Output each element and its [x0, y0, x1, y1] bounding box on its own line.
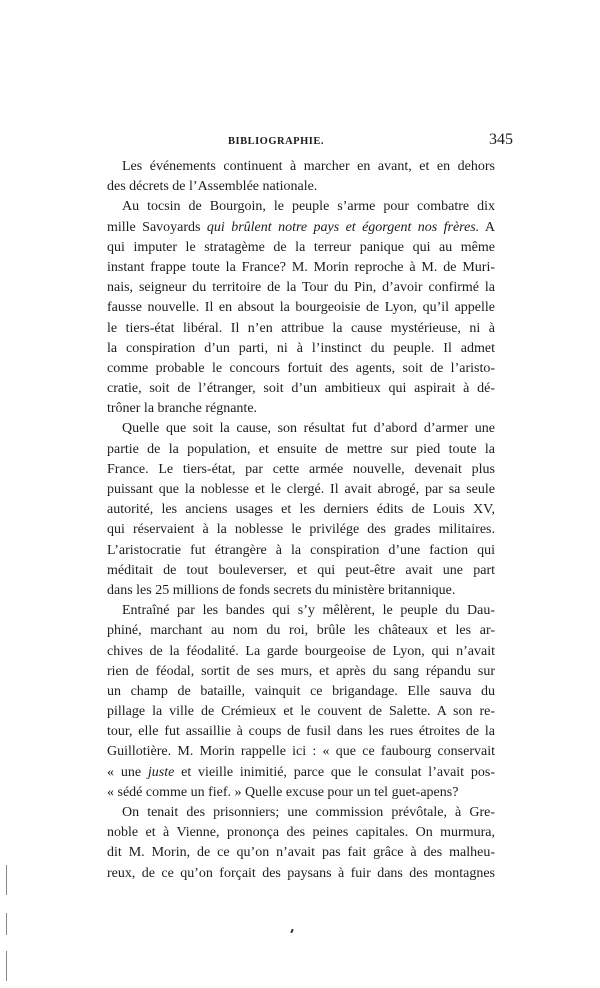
- text-line: fausse nouvelle. Il en absout la bourgeoisie de Lyon, qu’il appelle: [107, 300, 495, 316]
- text-line: la conspiration d’un parti, ni à l’instinct du peuple. Il admet: [107, 340, 495, 356]
- ink-speck: [290, 929, 294, 933]
- text-line: pillage la ville de Crémieux et le couvent de Salette. A son re-: [107, 704, 495, 720]
- text-line: dans les 25 millions de fonds secrets du ministère britannique.: [107, 582, 456, 598]
- text-line: comme probable le concours fortuit des agents, soit de l’aristo-: [107, 360, 495, 376]
- text-line: « sédé comme un fief. » Quelle excuse pour un tel guet-apens?: [107, 784, 459, 800]
- text-run: A: [479, 219, 495, 235]
- text-line: chives de la féodalité. La garde bourgeoise de Lyon, qui n’avait: [107, 643, 495, 659]
- margin-scan-marks: [6, 865, 8, 985]
- text-run: « une: [107, 764, 148, 780]
- text-line: tour, elle fut assaillie à coups de fusil dans les rues étroites de la: [107, 724, 495, 740]
- running-head: BIBLIOGRAPHIE.: [228, 136, 324, 147]
- text-line: phiné, marchant au nom du roi, brûle les châteaux et les ar-: [107, 623, 495, 639]
- text-line: Au tocsin de Bourgoin, le peuple s’arme pour combatre dix: [122, 199, 495, 215]
- text-line: reux, de ce qu’on forçait des paysans à fuir dans des montagnes: [107, 865, 495, 881]
- text-line: qui réservaient à la noblesse le privilége des grades militaires.: [107, 522, 495, 538]
- text-run: et vieille inimitié, parce que le consulat l’avait pos-: [174, 764, 495, 780]
- page-number: 345: [489, 131, 513, 148]
- text-line: France. Le tiers-état, par cette armée nouvelle, devenait plus: [107, 461, 495, 477]
- text-line: qui imputer le stratagème de la terreur panique qui au même: [107, 239, 495, 255]
- text-line: dit M. Morin, de ce qu’on n’avait pas fait grâce à des malheu-: [107, 845, 495, 861]
- italic-run: qui brûlent notre pays et égorgent nos frères.: [206, 219, 480, 235]
- text-line: Guillotière. M. Morin rappelle ici : « que ce faubourg conservait: [107, 744, 495, 760]
- body-text: [107, 157, 495, 884]
- text-line: Entraîné par les bandes qui s’y mêlèrent, le peuple du Dau-: [122, 603, 495, 619]
- text-line: puissant que la noblesse et le clergé. Il avait abrogé, par sa seule: [107, 482, 495, 497]
- text-line: [107, 763, 495, 783]
- text-line: autorité, les anciens usages et les derniers édits de Louis XV,: [107, 502, 495, 518]
- text-line: un champ de bataille, vainquit ce brigandage. Elle sauva du: [107, 683, 495, 699]
- italic-run: juste: [147, 764, 175, 780]
- text-line: méditait de tout bouleverser, et qui peut-être avait une part: [107, 562, 495, 578]
- text-run: mille Savoyards: [107, 219, 207, 235]
- text-line: instant frappe toute la France? M. Morin reproche à M. de Muri-: [107, 259, 495, 275]
- text-line: cratie, soit de l’étranger, soit d’un ambitieux qui aspirait à dé-: [107, 381, 495, 397]
- text-line: Quelle que soit la cause, son résultat fut d’abord d’armer une: [122, 421, 495, 437]
- text-line: L’aristocratie fut étrangère à la conspiration d’une faction qui: [107, 542, 495, 558]
- text-line: des décrets de l’Assemblée nationale.: [107, 179, 318, 195]
- text-line: nais, seigneur du territoire de la Tour du Pin, d’avoir confirmé la: [107, 280, 495, 296]
- text-line: Les événements continuent à marcher en avant, et en dehors: [122, 159, 495, 174]
- text-line: partie de la population, et ensuite de mettre sur pied toute la: [107, 441, 495, 457]
- text-line: noble et à Vienne, prononça des peines capitales. On murmura,: [107, 825, 495, 841]
- text-line: rien de féodal, sortit de ses murs, et après du sang répandu sur: [107, 663, 495, 679]
- text-line: trôner la branche régnante.: [107, 401, 258, 417]
- text-line: On tenait des prisonniers; une commission prévôtale, à Gre-: [122, 805, 495, 820]
- text-line: le tiers-état libéral. Il n’en attribue la cause mystérieuse, ni à: [107, 320, 495, 336]
- text-line: [107, 218, 495, 238]
